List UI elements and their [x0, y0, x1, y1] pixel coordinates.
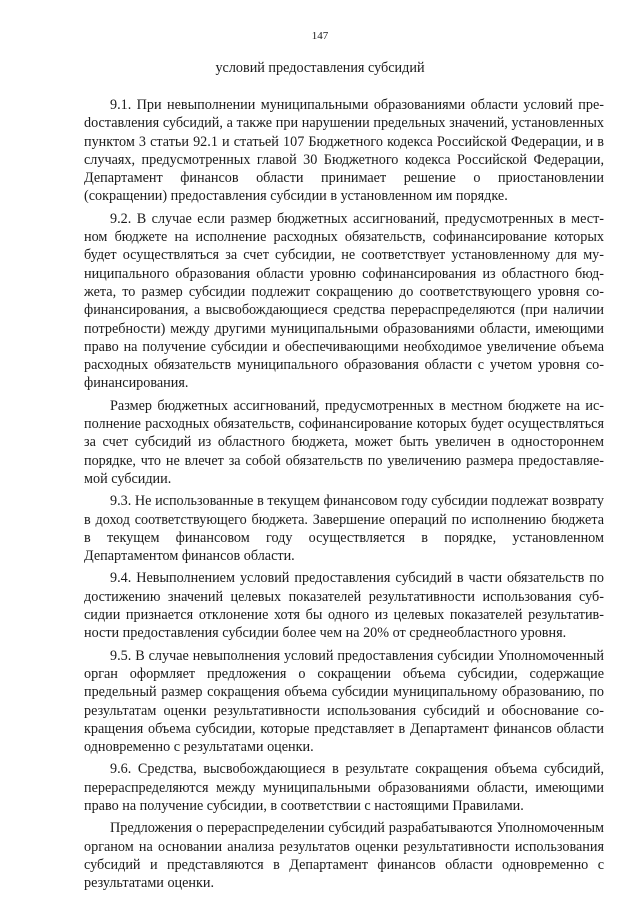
paragraph-redistribution: Предложения о перераспределении субсидий разрабатываются Уполномоченным органом на основании анализа результатов оценки результативности использования субсидий и представляются в Департамент финансов области одновременно с результатами оценки. [84, 820, 604, 892]
page-number: 147 [311, 30, 329, 42]
section-heading: условий предоставления субсидий [215, 60, 425, 76]
document-body [84, 96, 604, 896]
paragraph-9-2: 9.2. В случае если размер бюджетных ассигнований, предусмотренных в местном бюджете на исполнение расходных обязательств, софинансирование которых будет осуществляться за счет субсидии, не соответствует установленному для муниципального образования области уровню софинансирования из областного бюджета, то размер субсидии подлежит сокращению до соответствующего уровня софинансирования, а высвобождающиеся средства перераспределяются (при наличии потребности) между другими муниципальными образованиями области, имеющими право на получение субсидии и обеспечивающими необходимое увеличение объема расходных обязательств муниципального образования области с учетом уровня софинансирования. [84, 210, 604, 392]
paragraph-9-3: 9.3. Не использованные в текущем финансовом году субсидии подлежат возврату в доход соответствующего бюджета. Завершение операций по исполнению бюджета в текущем финансовом году осуществляется в порядке, установленном Департаментом финансов области. [84, 493, 604, 565]
paragraph-9-6: 9.6. Средства, высвобождающиеся в результате сокращения объема субсидий, перераспределяются между муниципальными образованиями области, имеющими право на получение субсидии, в соответствии с настоящими Правилами. [84, 761, 604, 814]
paragraph-9-4: 9.4. Невыполнением условий предоставления субсидий в части обязательств по достижению значений целевых показателей результативности использования субсидии признается отклонение хотя бы одного из целевых показателей результативности предоставления субсидии более чем на 20% от среднеобластного уровня. [84, 570, 604, 642]
paragraph-9-5: 9.5. В случае невыполнения условий предоставления субсидии Уполномоченный орган оформляет предложения о сокращении объема субсидии, содержащие предельный размер сокращения объема субсидии муниципальному образованию, по результатам оценки результативности использования субсидий и обоснование сокращения объема субсидии, которые представляет в Департамент финансов области одновременно с результатами оценки. [84, 647, 604, 756]
paragraph-budget-size: Размер бюджетных ассигнований, предусмотренных в местном бюджете на исполнение расходных обязательств, софинансирование которых будет осуществляться за счет субсидий из областного бюджета, может быть увеличен в одностороннем порядке, что не влечет за собой обязательств по увеличению размера предоставляемой субсидии. [84, 397, 604, 487]
paragraph-9-1: 9.1. При невыполнении муниципальными образованиями области условий преdоставления субсидий, а также при нарушении предельных значений, установленных пунктом 3 статьи 92.1 и статьей 107 Бюджетного кодекса Российской Федерации, и в случаях, предусмотренных главой 30 Бюджетного кодекса Российской Федерации, Департамент финансов области принимает решение о приостановлении (сокращении) предоставления субсидии в установленном им порядке. [84, 97, 604, 205]
